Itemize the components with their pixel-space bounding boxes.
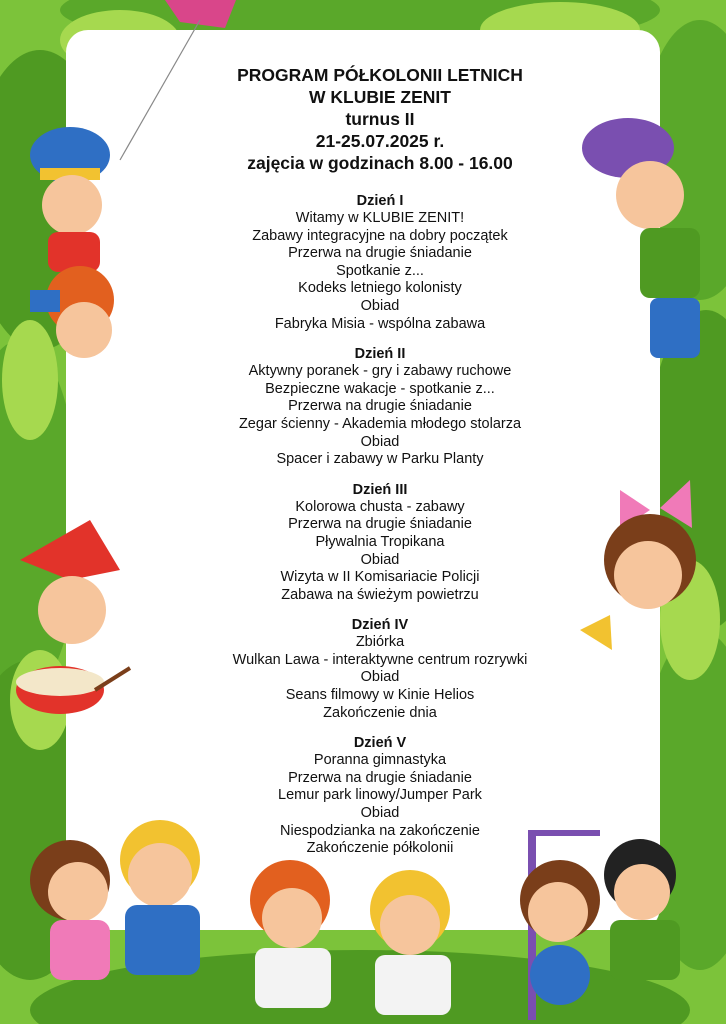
activity-item: Zakończenie półkolonii xyxy=(306,840,454,857)
activity-item: Zbiórka xyxy=(355,634,405,651)
activity-item: Seans filmowy w Kinie Helios xyxy=(285,687,475,704)
activity-item: Obiad xyxy=(360,433,400,450)
boy-blue-hat-figure xyxy=(30,127,110,272)
activity-item: Witamy w KLUBIE ZENIT! xyxy=(295,210,465,226)
activity-item: Obiad xyxy=(360,805,400,822)
jester-kid-drum-figure xyxy=(16,520,130,714)
activity-item: Zakończenie dnia xyxy=(323,704,437,721)
activity-item: Spacer i zabawy w Parku Planty xyxy=(276,451,484,468)
activity-item: Pływalnia Tropikana xyxy=(315,533,445,550)
activity-item: Lemur park linowy/Jumper Park xyxy=(278,787,482,804)
activity-item: Obiad xyxy=(360,297,400,314)
activity-item: Przerwa na drugie śniadanie xyxy=(288,245,472,262)
day-section xyxy=(120,345,640,469)
day-section xyxy=(120,616,640,722)
program-content xyxy=(120,64,640,858)
activity-item: Zegar ścienny - Akademia młodego stolarza xyxy=(238,415,522,432)
day-title: Dzień III xyxy=(352,481,408,498)
day-title: Dzień II xyxy=(354,346,406,363)
activity-item: Bezpieczne wakacje - spotkanie z... xyxy=(265,380,495,397)
day-title: Dzień V xyxy=(353,735,407,752)
program-dates: 21-25.07.2025 r. xyxy=(315,131,445,151)
activity-item: Zabawa na świeżym powietrzu xyxy=(281,586,479,603)
activity-item: Wulkan Lawa - interaktywne centrum rozrywki xyxy=(232,651,528,668)
program-header xyxy=(120,64,640,174)
activity-item: Obiad xyxy=(360,669,400,686)
day-section xyxy=(120,481,640,605)
activity-item: Zabawy integracyjne na dobry początek xyxy=(252,227,508,244)
day-section xyxy=(120,734,640,858)
activity-item: Fabryka Misia - wspólna zabawa xyxy=(274,315,486,332)
day-section xyxy=(120,192,640,333)
kid-orange-hair-figure xyxy=(30,266,114,358)
activity-item: Wizyta w II Komisariacie Policji xyxy=(280,569,480,586)
activity-item: Kodeks letniego kolonisty xyxy=(298,280,462,297)
activity-item: Przerwa na drugie śniadanie xyxy=(288,769,472,786)
activity-item: Obiad xyxy=(360,551,400,568)
activity-item: Poranna gimnastyka xyxy=(313,752,447,769)
activity-item: Aktywny poranek - gry i zabawy ruchowe xyxy=(248,363,512,380)
activity-item: Przerwa na drugie śniadanie xyxy=(288,516,472,533)
day-title: Dzień I xyxy=(356,193,404,209)
day-title: Dzień IV xyxy=(351,617,409,634)
days-list xyxy=(120,192,640,858)
activity-item: Kolorowa chusta - zabawy xyxy=(295,498,465,515)
activity-item: Spotkanie z... xyxy=(336,262,424,279)
activity-item: Przerwa na drugie śniadanie xyxy=(288,398,472,415)
program-turn: turnus II xyxy=(345,109,415,129)
program-title: PROGRAM PÓŁKOLONII LETNICH xyxy=(237,65,523,85)
program-hours: zajęcia w godzinach 8.00 - 16.00 xyxy=(247,153,513,173)
activity-item: Niespodzianka na zakończenie xyxy=(280,822,480,839)
program-club: W KLUBIE ZENIT xyxy=(309,87,451,107)
